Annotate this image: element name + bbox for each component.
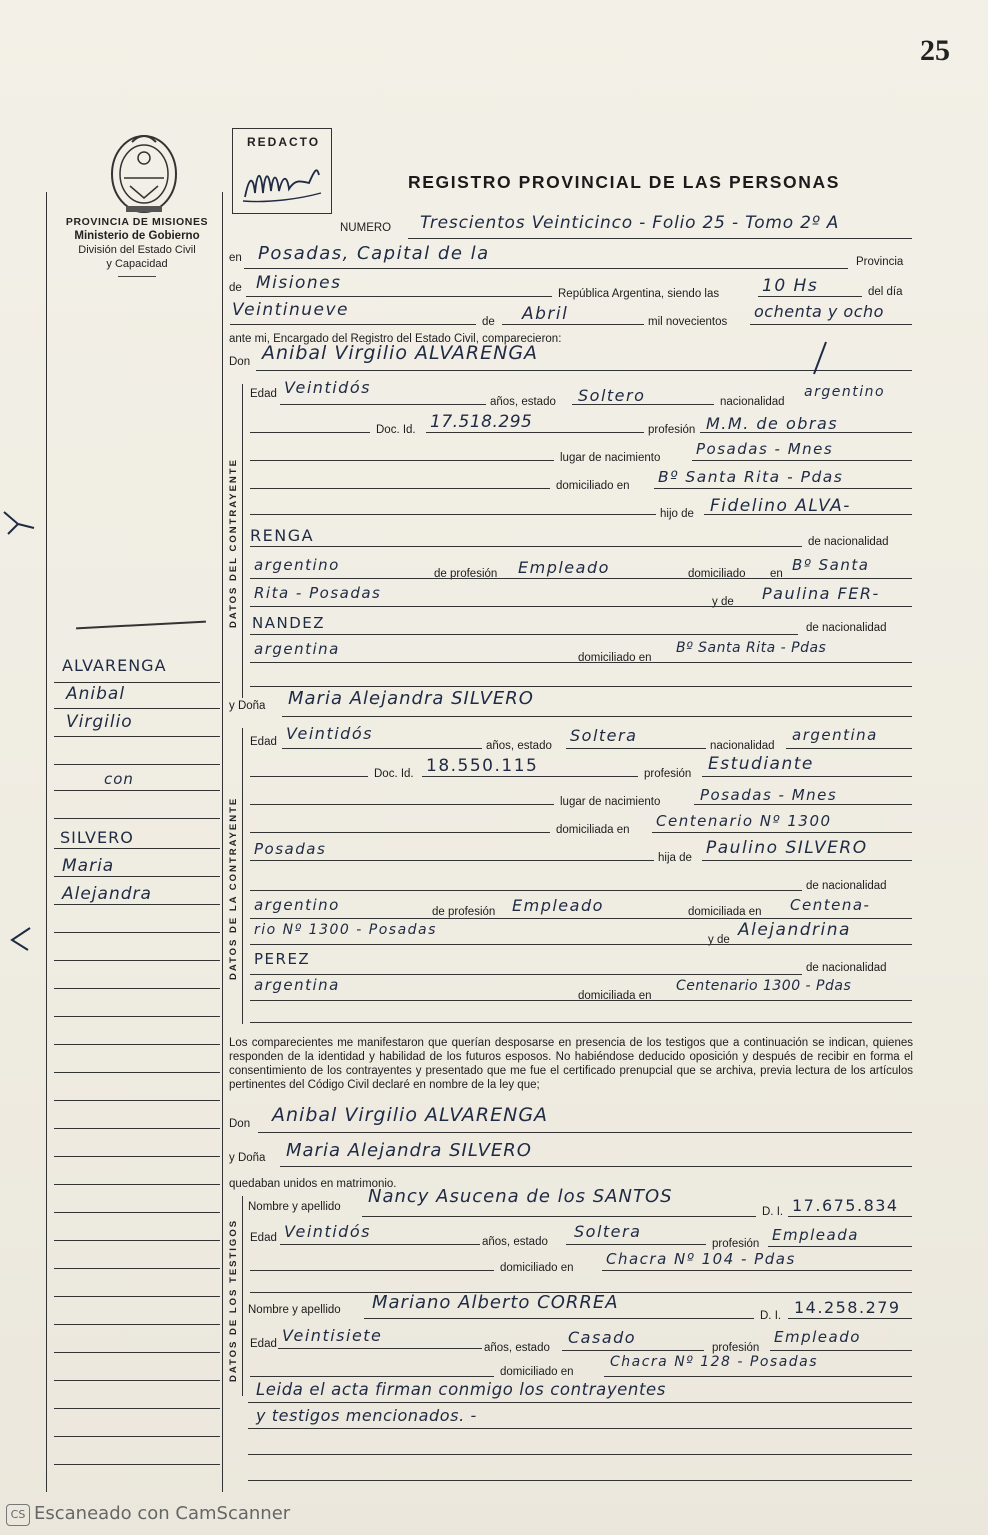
w1-prof-label: profesión bbox=[712, 1238, 760, 1250]
w2-di: 14.258.279 bbox=[794, 1298, 901, 1317]
w2-addr-pre-line bbox=[250, 1376, 494, 1377]
provincia-label: Provincia bbox=[856, 256, 904, 268]
groom-mother-a: Paulina FER- bbox=[762, 584, 880, 603]
office-divider bbox=[118, 276, 156, 277]
groom-prof-label: profesión bbox=[648, 424, 696, 436]
camscanner-logo-text: CS bbox=[10, 1508, 26, 1521]
groom-name: Anibal Virgilio ALVARENGA bbox=[262, 342, 539, 364]
office-ministry: Ministerio de Gobierno bbox=[74, 230, 200, 242]
groom-father-line bbox=[704, 514, 912, 515]
groom-mother-nac-label: de nacionalidad bbox=[806, 622, 887, 634]
groom-mother-b: NANDEZ bbox=[252, 614, 326, 632]
closing-line1: Leida el acta firman conmigo los contrayentes bbox=[256, 1380, 667, 1399]
groom-addr-pre-line bbox=[250, 488, 550, 489]
closing-line4-rule bbox=[248, 1480, 912, 1481]
camscanner-footer: Escaneado con CamScanner bbox=[34, 1503, 291, 1524]
closing-line2: y testigos mencionados. - bbox=[256, 1406, 477, 1425]
w1-addr-pre-line bbox=[250, 1270, 494, 1271]
groom-addr-line bbox=[654, 488, 912, 489]
bride-father-nac-label: de nacionalidad bbox=[806, 880, 887, 892]
union-groom: Anibal Virgilio ALVARENGA bbox=[272, 1104, 549, 1126]
closing-line3-rule bbox=[248, 1454, 912, 1455]
groom-nac-label: nacionalidad bbox=[720, 396, 785, 408]
margin-groom-first: Anibal bbox=[66, 684, 126, 704]
groom-edad-label: Edad bbox=[250, 388, 277, 400]
bride-nat-line bbox=[786, 748, 912, 749]
groom-mother-nat: argentina bbox=[254, 640, 340, 658]
camscanner-logo-icon bbox=[6, 1504, 30, 1526]
w1-status-line bbox=[566, 1244, 706, 1245]
groom-father-en-label: en bbox=[770, 568, 783, 580]
groom-mother-b-line bbox=[250, 634, 798, 635]
groom-father-addr-a: Bº Santa bbox=[792, 556, 870, 574]
numero-value: Trescientos Veinticinco - Folio 25 - Tomo 2º A bbox=[420, 213, 840, 233]
section-label-bride: DATOS DE LA CONTRAYENTE bbox=[228, 796, 239, 980]
w2-age: Veintisiete bbox=[282, 1326, 383, 1345]
en-label: en bbox=[229, 252, 242, 264]
w1-age: Veintidós bbox=[284, 1222, 371, 1241]
bride-doc-pre-line bbox=[250, 776, 368, 777]
margin-groom-middle: Virgilio bbox=[66, 712, 133, 732]
declaration-text: Los comparecientes me manifestaron que querían desposarse en presencia de los testigos que a continuación se indican, quienes responden de la identidad y habilidad de los futuros esposos. No habiéndose deducido oposición y después de recibir en forma el consentimiento de los contrayentes y presentado que me fue el certificado prenupcial que se archiva, previa lectura de los artículos pertinentes del Código Civil declaré en nombre de la ley que; bbox=[229, 1037, 913, 1091]
groom-status: Soltero bbox=[578, 386, 646, 405]
groom-father-nat: argentino bbox=[254, 556, 340, 574]
bride-father-nat-line bbox=[250, 918, 912, 919]
groom-prof-line bbox=[700, 432, 912, 433]
bride-status-line bbox=[566, 748, 706, 749]
page-title: REGISTRO PROVINCIAL DE LAS PERSONAS bbox=[408, 172, 840, 192]
bride-hija-label: hija de bbox=[658, 852, 692, 864]
bride-prof-label: profesión bbox=[644, 768, 692, 780]
groom-doc-line bbox=[426, 432, 644, 433]
groom-birth-pre-line bbox=[250, 460, 554, 461]
coat-of-arms-icon bbox=[104, 128, 184, 218]
de-label: de bbox=[229, 282, 242, 294]
w1-estado-label: años, estado bbox=[482, 1236, 548, 1248]
del-dia-label: del día bbox=[868, 286, 903, 298]
bride-mother-dom-label: domiciliada en bbox=[578, 990, 652, 1002]
year-line bbox=[750, 324, 912, 325]
dona-label: y Doña bbox=[229, 700, 266, 712]
groom-father-nac-label: de nacionalidad bbox=[808, 536, 889, 548]
groom-block-line bbox=[242, 384, 243, 698]
day-line bbox=[230, 324, 476, 325]
redacto-stamp bbox=[232, 128, 332, 214]
bride-estado-label: años, estado bbox=[486, 740, 552, 752]
bride-father-pre-line bbox=[250, 860, 654, 861]
closing-line2-rule bbox=[248, 1428, 912, 1429]
w2-age-line bbox=[278, 1348, 482, 1349]
section-label-witnesses: DATOS DE LOS TESTIGOS bbox=[228, 1218, 239, 1382]
w2-di-line bbox=[788, 1318, 912, 1319]
bride-age: Veintidós bbox=[286, 724, 373, 743]
w1-di: 17.675.834 bbox=[792, 1196, 899, 1215]
stamp-signature-icon bbox=[239, 157, 325, 207]
bride-doc-label: Doc. Id. bbox=[374, 768, 414, 780]
check-mark-icon bbox=[0, 924, 40, 954]
margin-bride-middle: Alejandra bbox=[62, 884, 152, 904]
closing-line1-rule bbox=[248, 1402, 912, 1403]
check-mark-icon bbox=[0, 506, 40, 536]
bride-mother-b: PEREZ bbox=[254, 950, 311, 968]
groom-father-pre-line bbox=[250, 514, 656, 515]
w1-prof-line bbox=[768, 1246, 912, 1247]
office-division: División del Estado Civil bbox=[78, 244, 196, 256]
groom-addr-label: domiciliado en bbox=[556, 480, 630, 492]
bride-profession: Estudiante bbox=[708, 754, 814, 774]
bride-father-addr-a: Centena- bbox=[790, 896, 871, 914]
w2-prof-label: profesión bbox=[712, 1342, 760, 1354]
groom-hijo-label: hijo de bbox=[660, 508, 694, 520]
bride-addr-line bbox=[652, 832, 912, 833]
w2-di-label: D. I. bbox=[760, 1310, 782, 1322]
numero-line bbox=[408, 238, 912, 239]
month-value: Abril bbox=[522, 304, 569, 324]
bride-doc-id: 18.550.115 bbox=[426, 756, 539, 776]
groom-birthplace: Posadas - Mnes bbox=[696, 440, 834, 458]
bride-name-line bbox=[282, 716, 912, 717]
w1-di-line bbox=[788, 1216, 912, 1217]
groom-father-prof: Empleado bbox=[518, 558, 610, 577]
bride-father-line bbox=[702, 860, 912, 861]
w1-status: Soltera bbox=[574, 1222, 642, 1241]
province-line bbox=[246, 296, 552, 297]
bride-birth-label: lugar de nacimiento bbox=[560, 796, 661, 808]
groom-father-b-line bbox=[250, 546, 802, 547]
groom-estado-label: años, estado bbox=[490, 396, 556, 408]
bride-name: Maria Alejandra SILVERO bbox=[288, 688, 534, 709]
ante-mi-label: ante mi, Encargado del Registro del Estado Civil, comparecieron: bbox=[229, 333, 562, 345]
groom-birth-label: lugar de nacimiento bbox=[560, 452, 661, 464]
don-label: Don bbox=[229, 356, 251, 368]
margin-conjunction: con bbox=[104, 770, 134, 788]
w1-di-label: D. I. bbox=[762, 1206, 784, 1218]
bride-mother-nat: argentina bbox=[254, 976, 340, 994]
w2-nombre-label: Nombre y apellido bbox=[248, 1304, 341, 1316]
groom-father-addr-b: Rita - Posadas bbox=[254, 584, 382, 602]
bride-status: Soltera bbox=[570, 726, 638, 745]
witness-block-line bbox=[242, 1196, 243, 1396]
groom-age-line bbox=[280, 404, 486, 405]
hour-value: 10 Hs bbox=[762, 276, 819, 296]
month-line bbox=[502, 324, 644, 325]
w1-nombre-label: Nombre y apellido bbox=[248, 1201, 341, 1213]
province-value: Misiones bbox=[256, 273, 342, 293]
w1-addr-line bbox=[602, 1270, 912, 1271]
w2-estado-label: años, estado bbox=[484, 1342, 550, 1354]
bride-father-addr-b: rio Nº 1300 - Posadas bbox=[254, 922, 437, 938]
groom-mother-line bbox=[250, 606, 912, 607]
groom-status-line bbox=[572, 404, 714, 405]
groom-nationality: argentino bbox=[804, 384, 886, 400]
check-mark-icon bbox=[806, 338, 836, 378]
bride-mother-nat-line bbox=[250, 1000, 912, 1001]
numero-label: NUMERO bbox=[340, 222, 392, 234]
w1-age-line bbox=[280, 1244, 480, 1245]
bride-addr-label: domiciliada en bbox=[556, 824, 630, 836]
w1-addr-label: domiciliado en bbox=[500, 1262, 574, 1274]
w2-addr-label: domiciliado en bbox=[500, 1366, 574, 1378]
union-groom-line bbox=[258, 1132, 912, 1133]
bride-address: Centenario Nº 1300 bbox=[656, 812, 832, 830]
groom-address: Bº Santa Rita - Pdas bbox=[658, 468, 844, 486]
bride-mother-line bbox=[250, 944, 912, 945]
bride-father-b-line bbox=[250, 890, 802, 891]
w2-addr-line bbox=[604, 1376, 912, 1377]
w2-status: Casado bbox=[568, 1328, 637, 1347]
groom-father-prof-label: de profesión bbox=[434, 568, 498, 580]
groom-father-nat-line bbox=[250, 578, 912, 579]
groom-doc-id: 17.518.295 bbox=[430, 412, 533, 432]
groom-mother-dom-label: domiciliado en bbox=[578, 652, 652, 664]
margin-groom-surname: ALVARENGA bbox=[62, 656, 167, 675]
place-value: Posadas, Capital de la bbox=[258, 243, 490, 264]
republica-label: República Argentina, siendo las bbox=[558, 288, 720, 300]
w1-address: Chacra Nº 104 - Pdas bbox=[606, 1250, 796, 1268]
bride-nationality: argentina bbox=[792, 726, 878, 744]
w2-prof-line bbox=[770, 1350, 912, 1351]
w2-name: Mariano Alberto CORREA bbox=[372, 1292, 619, 1313]
w2-name-line bbox=[364, 1318, 754, 1319]
groom-y-de-label: y de bbox=[712, 596, 734, 608]
bride-doc-line bbox=[422, 776, 638, 777]
bride-nac-label: nacionalidad bbox=[710, 740, 775, 752]
bride-blank-line bbox=[250, 1022, 912, 1023]
bride-y-de-label: y de bbox=[708, 934, 730, 946]
bride-birth-pre-line bbox=[250, 804, 554, 805]
day-value: Veintinueve bbox=[232, 300, 350, 320]
bride-father-nat: argentino bbox=[254, 896, 340, 914]
bride-age-line bbox=[282, 748, 482, 749]
bride-address-b: Posadas bbox=[254, 840, 327, 858]
bride-addr-pre-line bbox=[250, 832, 550, 833]
groom-age: Veintidós bbox=[284, 378, 371, 397]
groom-mother-addr: Bº Santa Rita - Pdas bbox=[676, 640, 827, 656]
bride-mother-b-line bbox=[250, 974, 802, 975]
bride-mother-a: Alejandrina bbox=[738, 920, 851, 940]
groom-mother-nat-line bbox=[250, 662, 912, 663]
groom-doc-label: Doc. Id. bbox=[376, 424, 416, 436]
bride-birth-line bbox=[694, 804, 912, 805]
w2-address: Chacra Nº 128 - Posadas bbox=[610, 1354, 819, 1370]
office-capacity: y Capacidad bbox=[106, 258, 168, 270]
groom-father-b: RENGA bbox=[250, 526, 315, 545]
section-label-groom: DATOS DEL CONTRAYENTE bbox=[228, 458, 239, 628]
w1-edad-label: Edad bbox=[250, 1232, 277, 1244]
union-bride-line bbox=[280, 1166, 912, 1167]
w2-profession: Empleado bbox=[774, 1328, 861, 1346]
w1-profession: Empleada bbox=[772, 1226, 859, 1244]
hour-line bbox=[758, 296, 862, 297]
office-province: PROVINCIA DE MISIONES bbox=[65, 216, 209, 228]
w2-edad-label: Edad bbox=[250, 1338, 277, 1350]
groom-blank-line bbox=[250, 686, 912, 687]
groom-father-a: Fidelino ALVA- bbox=[710, 496, 851, 516]
union-don-label: Don bbox=[229, 1118, 251, 1130]
bride-mother-addr: Centenario 1300 - Pdas bbox=[676, 978, 852, 994]
bride-block-line bbox=[242, 728, 243, 1024]
margin-bride-first: Maria bbox=[62, 856, 115, 876]
union-bride: Maria Alejandra SILVERO bbox=[286, 1140, 532, 1161]
bride-father: Paulino SILVERO bbox=[706, 838, 868, 858]
bride-edad-label: Edad bbox=[250, 736, 277, 748]
office-block bbox=[54, 216, 220, 277]
stamp-label: REDACTO bbox=[247, 135, 321, 149]
groom-father-dom-label: domiciliado bbox=[688, 568, 746, 580]
left-margin-line bbox=[46, 192, 47, 1492]
main-margin-line bbox=[222, 192, 223, 1492]
bride-father-dom-label: domiciliada en bbox=[688, 906, 762, 918]
bride-birthplace: Posadas - Mnes bbox=[700, 786, 838, 804]
groom-birth-line bbox=[692, 460, 912, 461]
groom-doc-pre-line bbox=[250, 432, 370, 433]
page-number: 25 bbox=[920, 34, 950, 67]
groom-profession: M.M. de obras bbox=[706, 414, 839, 433]
mil-novecientos-label: mil novecientos bbox=[648, 316, 728, 328]
union-dona-label: y Doña bbox=[229, 1152, 266, 1164]
de-month-label: de bbox=[482, 316, 495, 328]
w1-name-line bbox=[362, 1216, 756, 1217]
place-line bbox=[244, 268, 848, 269]
bride-prof-line bbox=[702, 776, 912, 777]
quedaban-label: quedaban unidos en matrimonio. bbox=[229, 1178, 397, 1190]
bride-father-prof: Empleado bbox=[512, 896, 604, 915]
bride-mother-nac-label: de nacionalidad bbox=[806, 962, 887, 974]
year-value: ochenta y ocho bbox=[754, 302, 884, 321]
bride-father-prof-label: de profesión bbox=[432, 906, 496, 918]
w2-status-line bbox=[562, 1350, 704, 1351]
margin-bride-surname: SILVERO bbox=[60, 828, 134, 847]
w1-name: Nancy Asucena de los SANTOS bbox=[368, 1186, 673, 1207]
